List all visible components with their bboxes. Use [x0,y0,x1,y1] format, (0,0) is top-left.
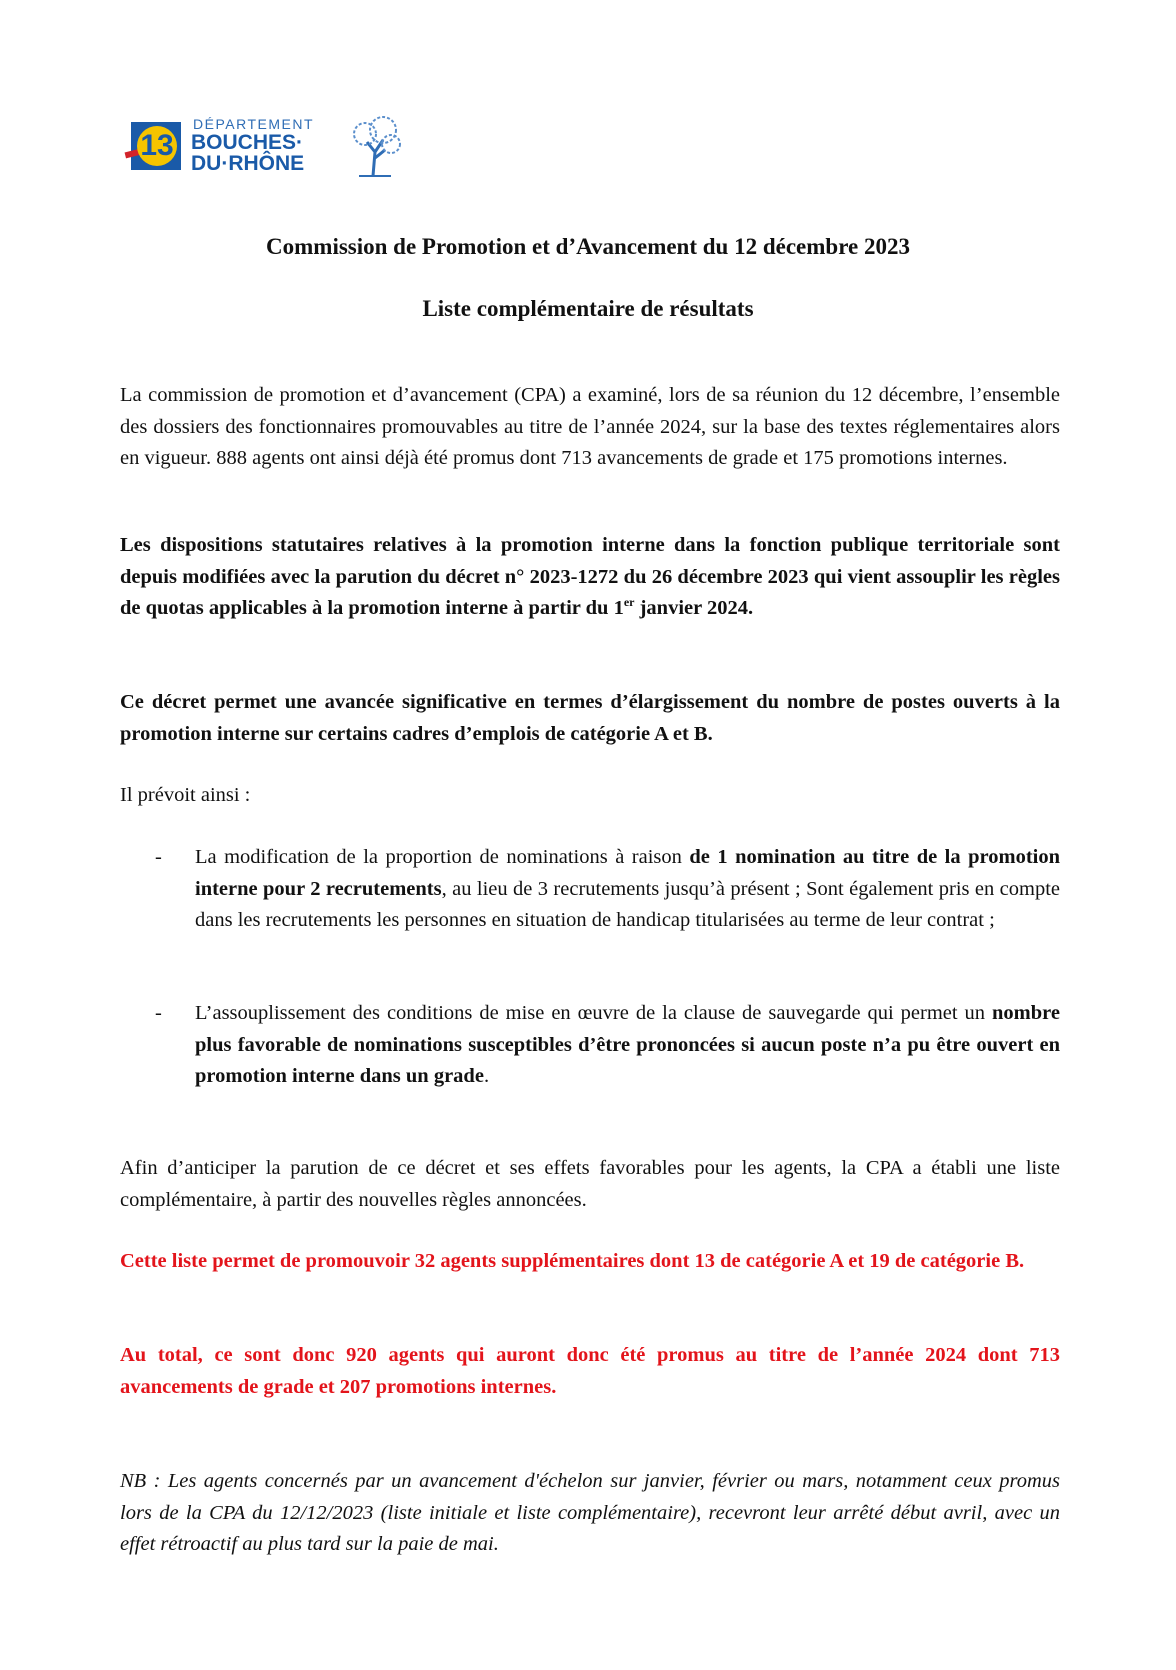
olive-tree-icon [345,114,405,178]
paragraph-anticipation: Afin d’anticiper la parution de ce décret et ses effets favorables pour les agents, la CPA a établi une liste complémentaire, à partir des nouvelles règles annoncées. [120,1157,1060,1211]
paragraph-intro: La commission de promotion et d’avancement (CPA) a examiné, lors de sa réunion du 12 décembre, l’ensemble des dossiers des fonctionnaires promouvables au titre de l’année 2024, sur la base des textes réglementaires alors en vigueur. 888 agents ont ainsi déjà été promus dont 713 avancements de grade et 175 promotions internes. [120,384,1060,469]
paragraph-decree: Les dispositions statutaires relatives à la promotion interne dans la fonction publique territoriale sont depuis modifiées avec la parution du décret n° 2023-1272 du 26 décembre 2023 qui vient assouplir les règles de quotas applicables à la promotion interne à partir du 1er janvier 2024. [120,534,1060,619]
note-nb: NB : Les agents concernés par un avancement d'échelon sur janvier, février ou mars, notamment ceux promus lors de la CPA du 12/12/2023 (liste initiale et liste complémentaire), recevront leur arrêté début avril, avec un effet rétroactif au plus tard sur la paie de mai. [120,1470,1060,1555]
page-title: Commission de Promotion et d’Avancement du 12 décembre 2023 [266,234,910,259]
list-item: - La modification de la proportion de nominations à raison de 1 nomination au titre de la promotion interne pour 2 recrutements, au lieu de 3 recrutements jusqu’à présent ; Sont également pris en compte dans les recrutements les personnes en situation de handicap titularisées au terme de leur contrat ; [155,846,1061,931]
paragraph-total: Au total, ce sont donc 920 agents qui auront donc été promus au titre de l’année 2024 dont 713 avancements de grade et 207 promotions internes. [120,1344,1060,1398]
list-item: - L’assouplissement des conditions de mise en œuvre de la clause de sauvegarde qui permet un nombre plus favorable de nominations susceptibles d’être prononcées si aucun poste n’a pu être ouvert en promotion interne dans un grade. [155,1002,1060,1087]
logo-line1: DÉPARTEMENT [193,116,314,132]
department-logo [125,112,415,182]
paragraph-decree-effect: Ce décret permet une avancée significative en termes d’élargissement du nombre de postes ouverts à la promotion interne sur certains cadres d’emplois de catégorie A et B. [120,691,1060,745]
paragraph-provides: Il prévoit ainsi : [120,784,251,806]
paragraph-additional-agents: Cette liste permet de promouvoir 32 agents supplémentaires dont 13 de catégorie A et 19 de catégorie B. [120,1250,1025,1272]
logo-badge: 13 [137,126,177,166]
logo-name: BOUCHES· DU·RHÔNE [191,131,305,175]
page-subtitle: Liste complémentaire de résultats [422,296,754,321]
